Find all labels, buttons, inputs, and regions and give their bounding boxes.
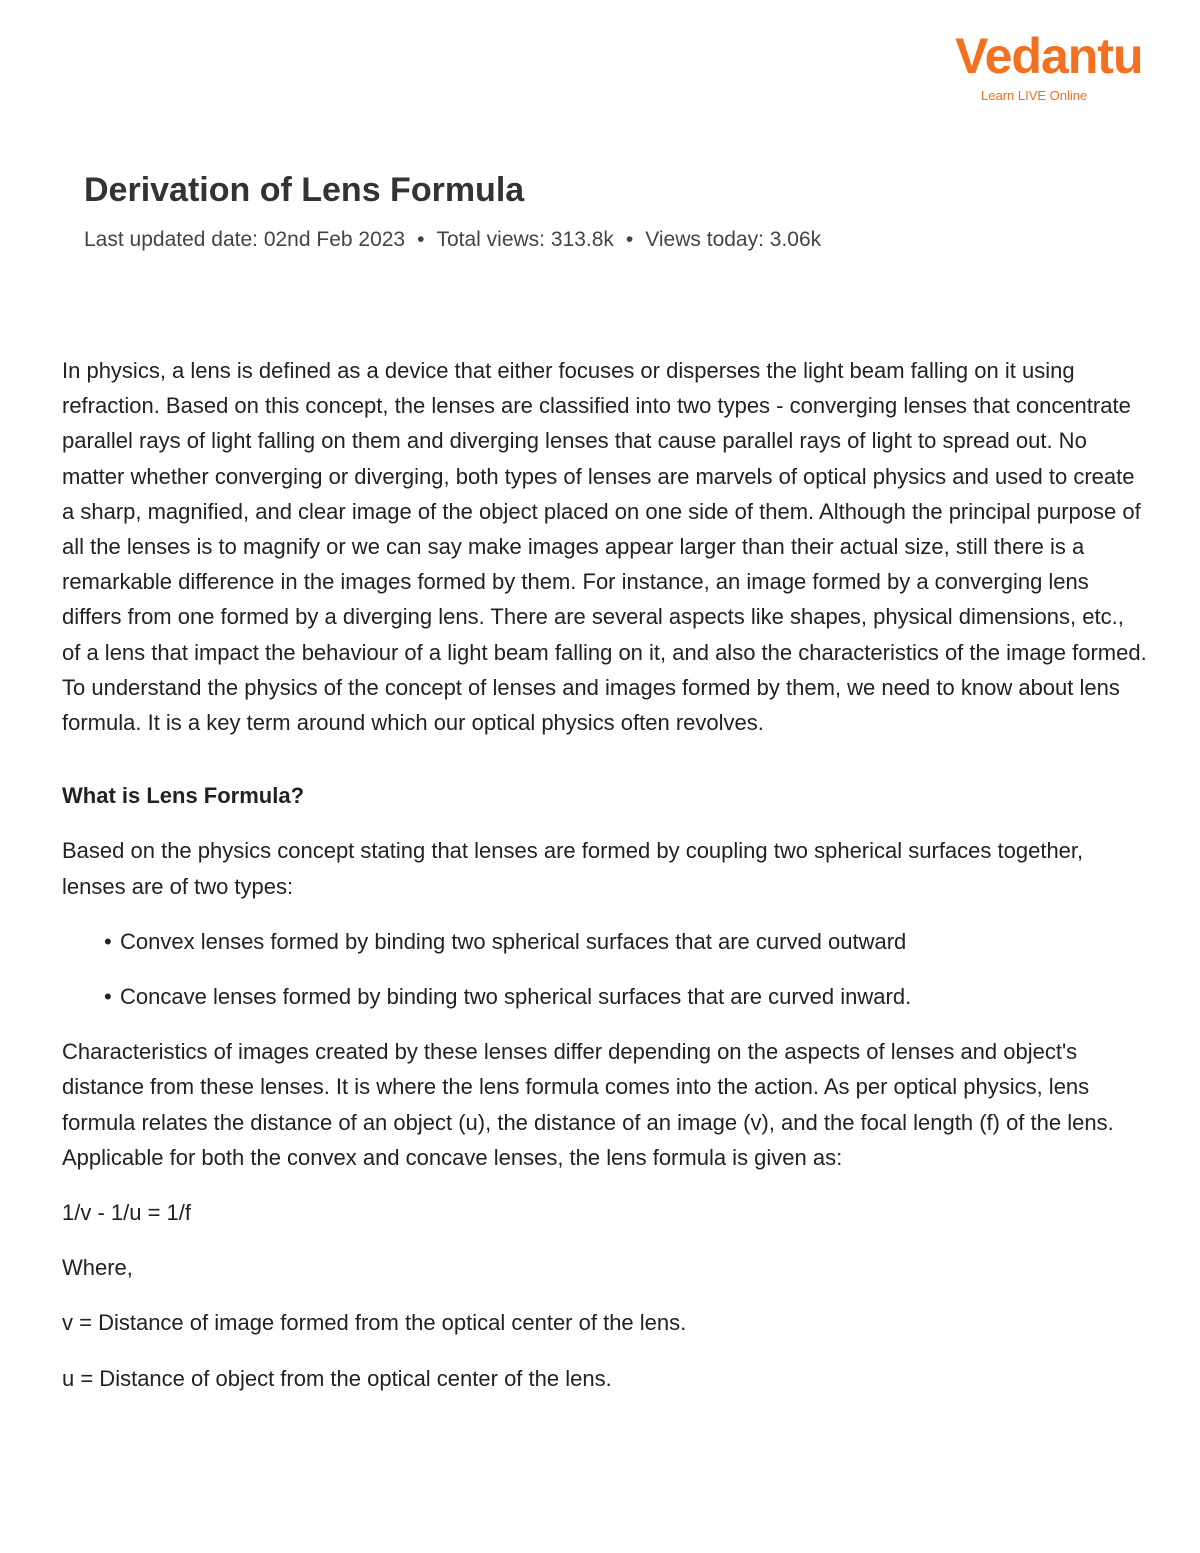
- lens-types-list: [62, 924, 1147, 1014]
- total-views: Total views: 313.8k: [436, 228, 614, 251]
- lens-formula: 1/v - 1/u = 1/f: [62, 1200, 192, 1226]
- views-today: Views today: 3.06k: [645, 228, 822, 251]
- article-meta: [84, 226, 821, 254]
- bullet-icon: •: [104, 984, 112, 1010]
- list-item: [104, 924, 1147, 959]
- list-item-text: Concave lenses formed by binding two spherical surfaces that are curved inward.: [120, 984, 912, 1010]
- where-label: Where,: [62, 1255, 133, 1281]
- logo-wordmark: Vedantu: [955, 28, 1143, 84]
- section-heading: What is Lens Formula?: [62, 783, 305, 809]
- last-updated-date: Last updated date: 02nd Feb 2023: [84, 228, 406, 251]
- logo-tagline: Learn LIVE Online: [981, 88, 1088, 103]
- lens-types-intro: Based on the physics concept stating that lenses are formed by coupling two spherical surfaces together, lenses are of two types:: [62, 838, 1084, 899]
- vedantu-logo[interactable]: [955, 28, 1143, 108]
- article-body: [62, 353, 1147, 1396]
- definition-v: v = Distance of image formed from the optical center of the lens.: [62, 1310, 687, 1336]
- bullet-icon: •: [104, 928, 112, 954]
- list-item: [104, 979, 1147, 1014]
- intro-paragraph: In physics, a lens is defined as a device that either focuses or disperses the light beam falling on it using refraction. Based on this concept, the lenses are classified into two types - converging lenses that concentrate parallel rays of light falling on them and diverging lenses that cause parallel rays of light to spread out. No matter whether converging or diverging, both types of lenses are marvels of optical physics and used to create a sharp, magnified, and clear image of the object placed on one side of them. Although the principal purpose of all the lenses is to magnify or we can say make images appear larger than their actual size, still there is a remarkable difference in the images formed by them. For instance, an image formed by a converging lens differs from one formed by a diverging lens. There are several aspects like shapes, physical dimensions, etc., of a lens that impact the behaviour of a light beam falling on it, and also the characteristics of the image formed. To understand the physics of the concept of lenses and images formed by them, we need to know about lens formula. It is a key term around which our optical physics often revolves.: [62, 358, 1147, 736]
- characteristics-paragraph: Characteristics of images created by these lenses differ depending on the aspects of lenses and object's distance from these lenses. It is where the lens formula comes into the action. As per optical physics, lens formula relates the distance of an object (u), the distance of an image (v), and the focal length (f) of the lens. Applicable for both the convex and concave lenses, the lens formula is given as:: [62, 1039, 1114, 1170]
- list-item-text: Convex lenses formed by binding two spherical surfaces that are curved outward: [120, 928, 907, 954]
- page-title: Derivation of Lens Formula: [84, 171, 525, 209]
- meta-separator: •: [625, 228, 634, 251]
- meta-separator: •: [417, 228, 425, 251]
- definition-u: u = Distance of object from the optical center of the lens.: [62, 1365, 612, 1391]
